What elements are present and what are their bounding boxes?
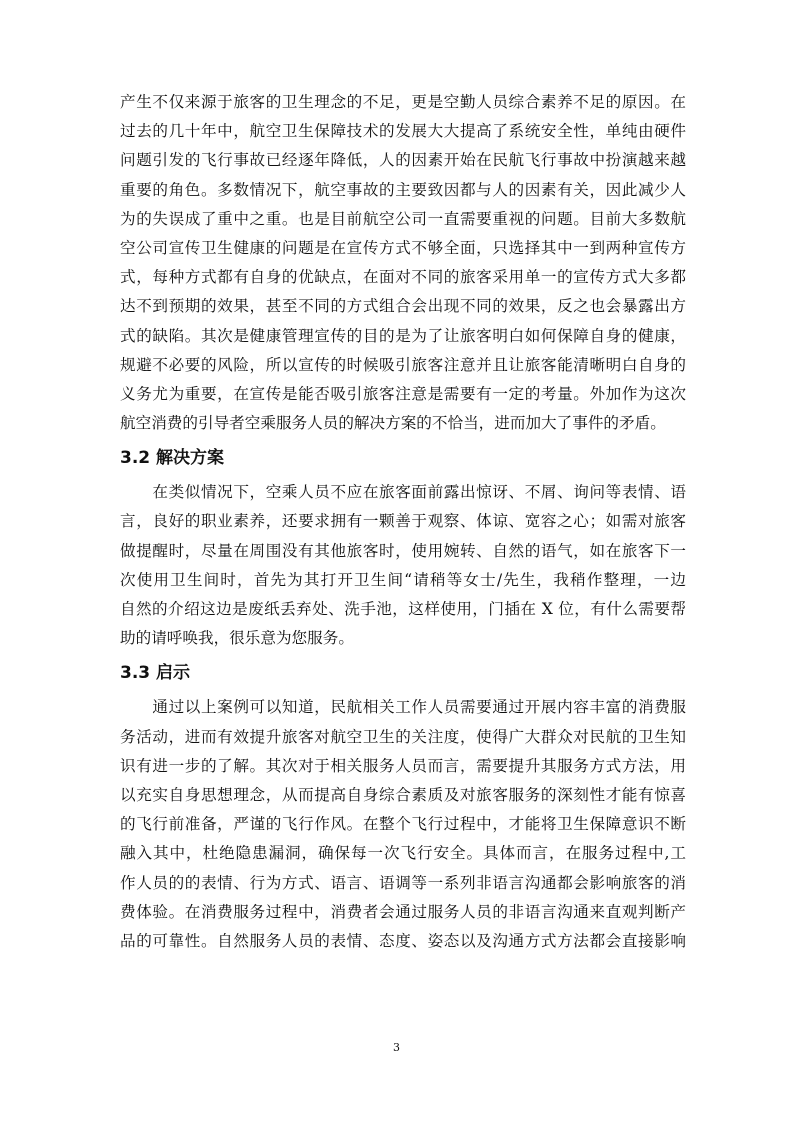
paragraph-2 bbox=[120, 478, 686, 653]
text-line: 次使用卫生间时，首先为其打开卫生间“请稍等女士/先生，我稍作整理，一边 bbox=[120, 570, 686, 589]
page-number: 3 bbox=[393, 1041, 400, 1054]
text-line: 通过以上案例可以知道，民航相关工作人员需要通过开展内容丰富的消费服 bbox=[120, 698, 686, 717]
text-line: 式，每种方式都有自身的优缺点，在面对不同的旅客采用单一的宣传方式大多都 bbox=[120, 268, 686, 287]
section-heading-3-3: 3.3 启示 bbox=[120, 663, 191, 684]
text-line: 问题引发的飞行事故已经逐年降低，人的因素开始在民航飞行事故中扮演越来越 bbox=[120, 151, 686, 170]
paragraph-3 bbox=[120, 693, 686, 956]
text-line: 达不到预期的效果，甚至不同的方式组合会出现不同的效果，反之也会暴露出方 bbox=[120, 297, 686, 316]
text-line: 过去的几十年中，航空卫生保障技术的发展大大提高了系统安全性，单纯由硬件 bbox=[120, 122, 686, 141]
text-line: 航空消费的引导者空乘服务人员的解决方案的不恰当，进而加大了事件的矛盾。 bbox=[120, 414, 666, 433]
text-line: 做提醒时，尽量在周围没有其他旅客时，使用婉转、自然的语气，如在旅客下一 bbox=[120, 541, 686, 560]
text-line: 为的失误成了重中之重。也是目前航空公司一直需要重视的问题。目前大多数航 bbox=[120, 209, 686, 228]
text-line: 品的可靠性。自然服务人员的表情、态度、姿态以及沟通方式方法都会直接影响 bbox=[120, 931, 686, 950]
text-line: 费体验。在消费服务过程中，消费者会通过服务人员的非语言沟通来直观判断产 bbox=[120, 902, 686, 921]
text-line: 融入其中，杜绝隐患漏洞，确保每一次飞行安全。具体而言，在服务过程中,工 bbox=[120, 844, 686, 863]
text-line: 自然的介绍这边是废纸丢弃处、洗手池，这样使用，门插在 X 位，有什么需要帮 bbox=[120, 600, 686, 618]
text-line: 务活动，进而有效提升旅客对航空卫生的关注度，使得广大群众对民航的卫生知 bbox=[120, 727, 686, 746]
text-line: 空公司宣传卫生健康的问题是在宣传方式不够全面，只选择其中一到两种宣传方 bbox=[120, 238, 686, 257]
text-line: 的飞行前准备，严谨的飞行作风。在整个飞行过程中，才能将卫生保障意识不断 bbox=[120, 815, 686, 834]
text-line: 式的缺陷。其次是健康管理宣传的目的是为了让旅客明白如何保障自身的健康， bbox=[120, 326, 686, 345]
text-line: 助的请呼唤我，很乐意为您服务。 bbox=[120, 629, 354, 648]
paragraph-1 bbox=[120, 88, 686, 438]
text-line: 产生不仅来源于旅客的卫生理念的不足，更是空勤人员综合素养不足的原因。在 bbox=[120, 93, 686, 111]
text-line: 言，良好的职业素养，还要求拥有一颗善于观察、体谅、宽容之心；如需对旅客 bbox=[120, 512, 686, 531]
text-line: 识有进一步的了解。其次对于相关服务人员而言，需要提升其服务方式方法，用 bbox=[120, 756, 686, 775]
text-line: 作人员的的表情、行为方式、语言、语调等一系列非语言沟通都会影响旅客的消 bbox=[120, 873, 686, 892]
text-line: 重要的角色。多数情况下，航空事故的主要致因都与人的因素有关，因此减少人 bbox=[120, 180, 686, 199]
section-heading-3-2: 3.2 解决方案 bbox=[120, 448, 225, 469]
text-line: 在类似情况下，空乘人员不应在旅客面前露出惊讶、不屑、询问等表情、语 bbox=[120, 483, 686, 502]
text-line: 以充实自身思想理念，从而提高自身综合素质及对旅客服务的深刻性才能有惊喜 bbox=[120, 785, 686, 804]
text-line: 义务尤为重要，在宣传是能否吸引旅客注意是需要有一定的考量。外加作为这次 bbox=[120, 384, 686, 403]
document-body bbox=[120, 88, 686, 956]
text-line: 规避不必要的风险，所以宣传的时候吸引旅客注意并且让旅客能清晰明白自身的 bbox=[120, 355, 686, 374]
